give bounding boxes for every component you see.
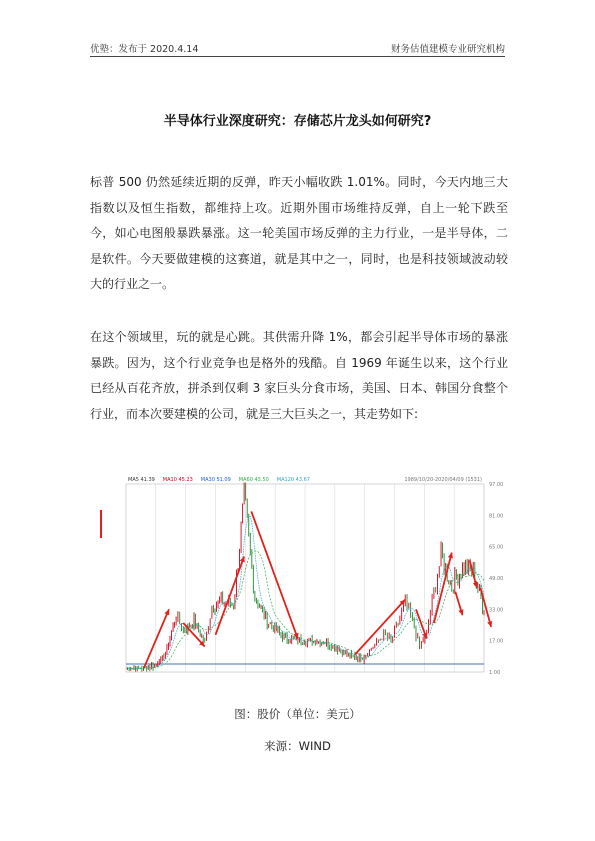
legend-entry: MA120 43.67 [276,477,310,483]
y-tick-label: 49.00 [489,576,504,582]
y-tick-label: 97.00 [489,482,504,488]
header-publish-info: 优塾：发布于 2020.4.14 [90,44,199,55]
legend-entry: MA30 51.09 [200,477,231,483]
y-tick-label: 65.00 [489,544,504,551]
left-indicator-bar [100,510,102,538]
paragraph-2: 在这个领域里，玩的就是心跳。其供需升降 1%，都会引起半导体市场的暴涨暴跌。因为，这个行业竞争也是格外的残酷。自 1969 年诞生以来，这个行业已经从百花齐放，拼杀到仅剩 3 家巨头分食市场，美国、日本、韩国分食整个行业，而本次要建模的公司，就是三大巨头之一，其走势如下: [90,330,508,421]
y-tick-label: 33.00 [489,607,504,614]
document-title: 半导体行业深度研究：存储芯片龙头如何研究? [163,114,432,129]
legend-entry: MA5 41.39 [128,477,155,483]
y-tick-label: 17.00 [489,638,504,645]
paragraph-1: 标普 500 仍然延续近期的反弹，昨天小幅收跌 1.01%。同时，今天内地三大指数以及恒生指数，都维持上攻。近期外围市场维持反弹，自上一轮下跌至今，如心电图般暴跌暴涨。这一轮美国市场反弹的主力行业，一是半导体，二是软件。今天要做建模的这赛道，就是其中之一，同时，也是科技领域波动较大的行业之一。 [90,175,508,291]
stock-chart-svg [96,472,514,690]
header-organization: 财务估值建模专业研究机构 [390,44,505,55]
legend-entry: MA60 43.50 [238,477,269,483]
source-caption: 来源：WIND [264,739,331,753]
page-header [90,40,505,57]
y-tick-label: 1.00 [489,670,501,676]
date-range-label: 1989/10/20-2020/04/09 (1531) [404,477,482,483]
legend-entry: MA10 45.23 [162,477,193,483]
figure-caption: 图：股价（单位：美元） [234,707,361,721]
stock-price-chart [96,472,514,690]
y-tick-label: 81.00 [489,513,504,520]
